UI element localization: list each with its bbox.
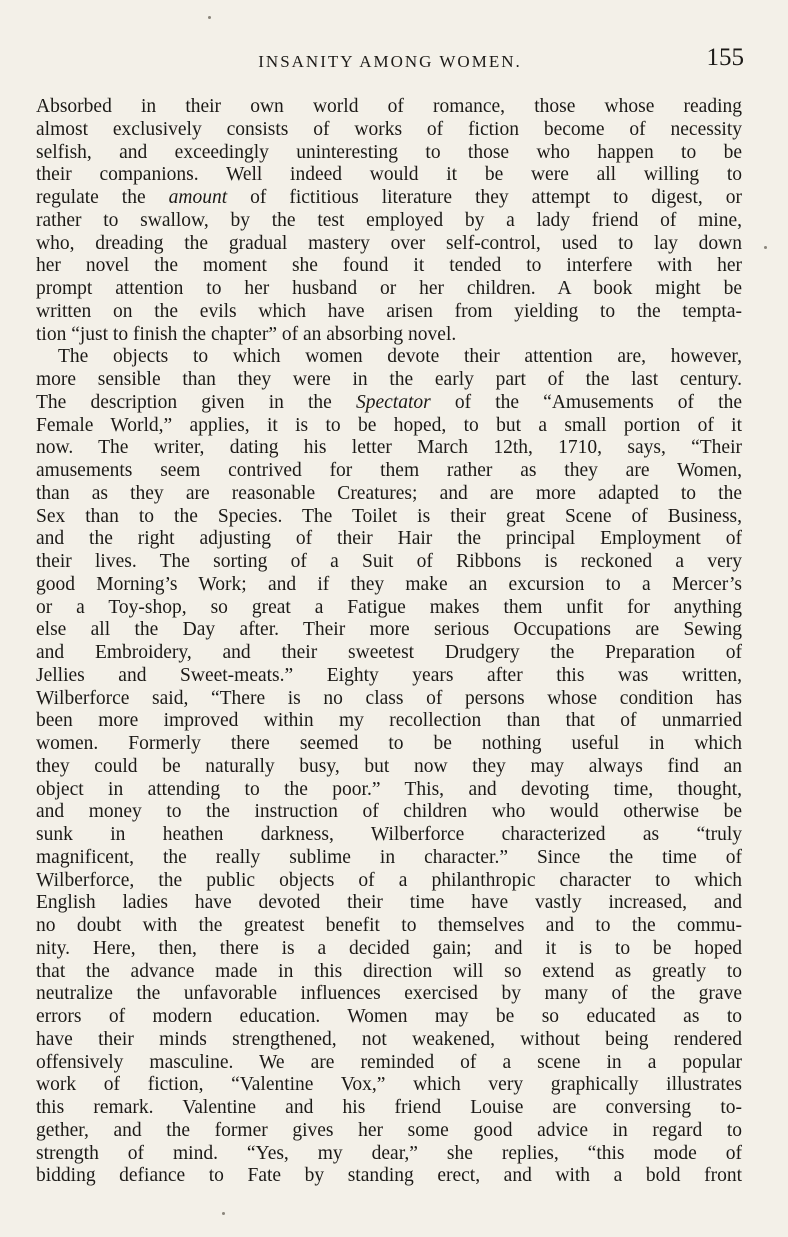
italic-term: Spectator <box>355 391 431 413</box>
italic-term: amount <box>168 187 228 208</box>
text-line: else all the Day after. Their more serious Occupations are Sewing <box>36 619 742 641</box>
text-line: errors of modern education. Women may be so educated as to <box>36 1006 742 1027</box>
text-line: and money to the instruction of children who would otherwise be <box>36 801 742 823</box>
text-line: Wilberforce said, “There is no class of persons whose condition has <box>36 687 742 709</box>
page-header <box>34 42 746 76</box>
text-line: The description given in the Spectator of the “Amusements of the <box>36 391 742 413</box>
text-line: their lives. The sorting of a Suit of Ribbons is reckoned a very <box>36 551 742 572</box>
text-line: been more improved within my recollection than that of unmarried <box>36 710 742 732</box>
text-line: strength of mind. “Yes, my dear,” she replies, “this mode of <box>36 1142 742 1164</box>
text-line: nity. Here, then, there is a decided gain; and it is to be hoped <box>36 937 742 959</box>
page-number: 155 <box>706 44 744 71</box>
text-line: more sensible than they were in the early part of the last century. <box>36 369 742 390</box>
text-line: offensively masculine. We are reminded of a scene in a popular <box>36 1051 742 1073</box>
running-title: INSANITY AMONG WOMEN. <box>258 52 522 71</box>
text-line: almost exclusively consists of works of fiction become of necessity <box>36 118 742 140</box>
text-line: this remark. Valentine and his friend Louise are conversing to- <box>36 1097 742 1118</box>
text-line: and Embroidery, and their sweetest Drudgery the Preparation of <box>36 642 742 663</box>
text-line: Sex than to the Species. The Toilet is their great Scene of Business, <box>36 505 742 527</box>
text-line: tion “just to finish the chapter” of an absorbing novel. <box>36 323 457 345</box>
text-line: sunk in heathen darkness, Wilberforce characterized as “truly <box>36 824 742 845</box>
text-line: they could be naturally busy, but now they may always find an <box>36 755 742 777</box>
paper-speck <box>222 1212 225 1215</box>
text-line: Jellies and Sweet-meats.” Eighty years after this was written, <box>36 664 742 686</box>
text-line: rather to swallow, by the test employed by a lady friend of mine, <box>36 209 742 231</box>
text-line: who, dreading the gradual mastery over self-control, used to lay down <box>36 232 742 254</box>
text-line: her novel the moment she found it tended to interfere with her <box>36 255 742 277</box>
paper-speck <box>208 16 211 19</box>
text-line: and the right adjusting of their Hair the principal Employment of <box>36 528 742 550</box>
text-line: regulate the amount of fictitious literature they attempt to digest, or <box>36 187 742 208</box>
text-line: their companions. Well indeed would it be were all willing to <box>36 164 742 186</box>
text-line: gether, and the former gives her some good advice in regard to <box>36 1119 742 1141</box>
text-line: have their minds strengthened, not weakened, without being rendered <box>36 1028 742 1050</box>
text-line: neutralize the unfavorable influences exercised by many of the grave <box>36 983 742 1005</box>
text-line: amusements seem contrived for them rather as they are Women, <box>36 460 742 481</box>
text-line: women. Formerly there seemed to be nothing useful in which <box>36 733 742 754</box>
text-line: English ladies have devoted their time have vastly increased, and <box>36 892 742 914</box>
body-text <box>36 96 742 1188</box>
text-line: object in attending to the poor.” This, and devoting time, thought, <box>36 778 742 800</box>
text-line: bidding defiance to Fate by standing erect, and with a bold front <box>36 1165 742 1187</box>
text-line: Female World,” applies, it is to be hoped, to but a small portion of it <box>36 414 742 436</box>
text-line: written on the evils which have arisen from yielding to the tempta- <box>36 300 742 322</box>
text-line: than as they are reasonable Creatures; and are more adapted to the <box>36 482 742 504</box>
text-line: now. The writer, dating his letter March 12th, 1710, says, “Their <box>36 437 742 459</box>
text-line: or a Toy-shop, so great a Fatigue makes them unfit for anything <box>36 596 742 618</box>
text-line: magnificent, the really sublime in character.” Since the time of <box>36 846 742 868</box>
text-line: prompt attention to her husband or her children. A book might be <box>36 278 742 299</box>
text-line: work of fiction, “Valentine Vox,” which very graphically illustrates <box>36 1074 742 1096</box>
text-line: The objects to which women devote their attention are, however, <box>58 346 742 368</box>
paper-speck <box>764 246 767 249</box>
text-line: Absorbed in their own world of romance, those whose reading <box>36 96 742 117</box>
text-line: selfish, and exceedingly uninteresting to those who happen to be <box>36 141 742 163</box>
text-line: that the advance made in this direction will so extend as greatly to <box>36 960 742 982</box>
text-line: no doubt with the greatest benefit to themselves and to the commu- <box>36 915 742 936</box>
text-line: good Morning’s Work; and if they make an excursion to a Mercer’s <box>36 573 742 595</box>
text-line: Wilberforce, the public objects of a philanthropic character to which <box>36 869 742 891</box>
